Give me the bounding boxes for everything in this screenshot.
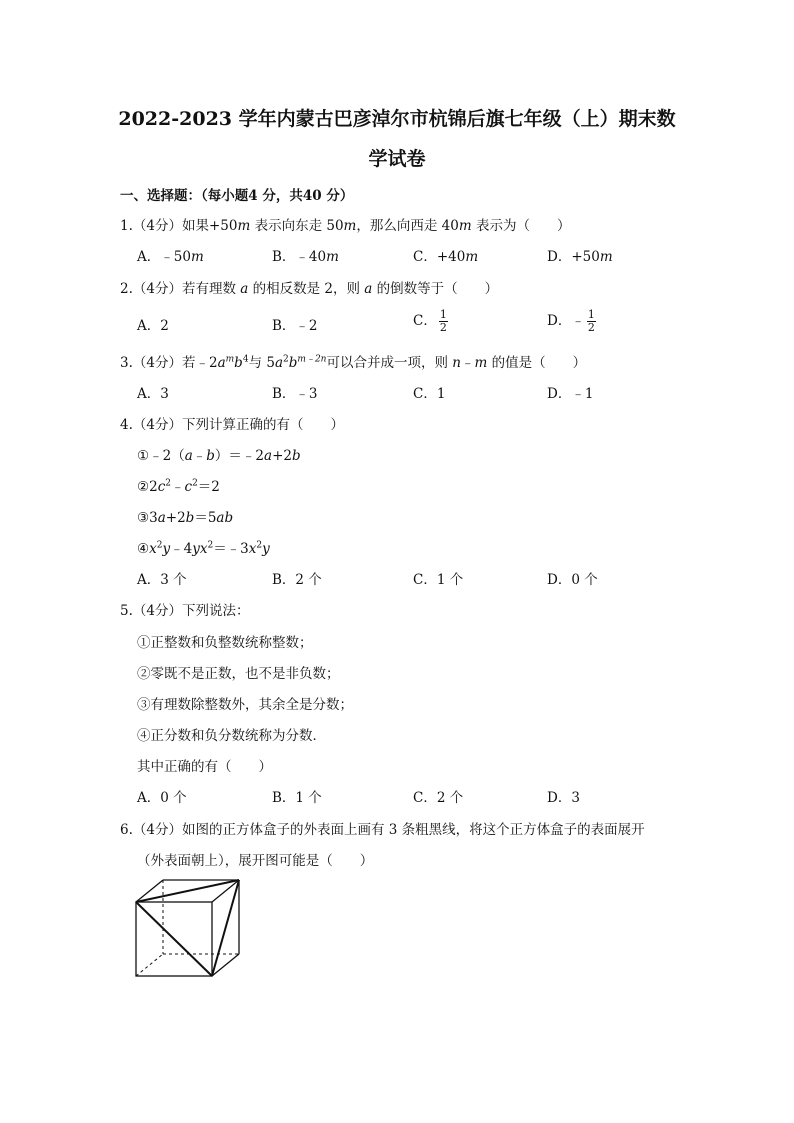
q2-option-d[interactable]: D．﹣ $\frac{1}{2}$ — [547, 308, 595, 334]
q3-option-c[interactable]: C．1 — [413, 386, 446, 402]
thick-line-right-face — [212, 880, 239, 976]
q5-option-c[interactable]: C．2 个 — [413, 790, 464, 806]
q3-option-a[interactable]: A．3 — [137, 386, 169, 402]
q1-option-b[interactable]: B．﹣40m — [272, 249, 339, 265]
q5-statement-2: ②零既不是正数，也不是非负数； — [137, 666, 340, 682]
question-3-stem: 3.（4分）若$﹣2a^mb^4$与 $5a^2b^{m﹣2n}$可以合并成一项，则 n﹣m 的值是（ ） — [120, 354, 587, 371]
q4-item-1: ①﹣2（a﹣b）＝﹣2a+2b — [137, 448, 301, 464]
q4-option-c[interactable]: C．1 个 — [413, 572, 464, 588]
q1-option-a[interactable]: A．﹣50m — [137, 249, 204, 265]
q4-option-d[interactable]: D．0 个 — [547, 572, 598, 588]
q5-option-d[interactable]: D．3 — [547, 790, 580, 806]
question-6-stem-line-1: 6.（4分）如图的正方体盒子的外表面上画有 3 条粗黑线，将这个正方体盒子的表面展开 — [120, 822, 645, 838]
q5-statement-4: ④正分数和负分数统称为分数． — [137, 728, 326, 744]
q4-item-4: $④x^2y﹣4yx^2=﹣3x^2y$ — [137, 540, 270, 557]
q1-option-d[interactable]: D．+50m — [547, 249, 613, 265]
q3-option-b[interactable]: B．﹣3 — [272, 386, 318, 402]
q2-option-a[interactable]: A．2 — [137, 318, 169, 334]
page-title-continued: 学试卷 — [368, 148, 426, 170]
q5-statement-1: ①正整数和负整数统称整数； — [137, 635, 313, 651]
q3-option-d[interactable]: D．﹣1 — [547, 386, 594, 402]
question-5-stem: 5.（4分）下列说法： — [120, 603, 250, 619]
fraction-one-half: $\frac{1}{2}$ — [587, 308, 595, 334]
q4-option-a[interactable]: A．3 个 — [137, 572, 187, 588]
cube-hidden-edge — [136, 954, 163, 976]
q2-option-b[interactable]: B．﹣2 — [272, 318, 318, 334]
page-title: 2022-2023 学年内蒙古巴彦淖尔市杭锦后旗七年级（上）期末数 — [118, 108, 676, 130]
question-2-stem: 2.（4分）若有理数 a 的相反数是 2，则 a 的倒数等于（ ） — [120, 281, 499, 297]
q5-option-a[interactable]: A．0 个 — [137, 790, 187, 806]
cube-figure — [133, 877, 245, 979]
q4-item-3: ③3a+2b＝5ab — [137, 510, 234, 526]
q5-question: 其中正确的有（ ） — [137, 759, 272, 775]
q5-statement-3: ③有理数除整数外，其余全是分数； — [137, 697, 353, 713]
q1-option-c[interactable]: C．+40m — [413, 249, 479, 265]
question-1-stem: 1.（4分）如果+50m 表示向东走 50m，那么向西走 40m 表示为（ ） — [120, 218, 571, 234]
question-6-stem-line-2: （外表面朝上），展开图可能是（ ） — [137, 853, 374, 869]
q4-item-2: $②2c^2﹣c^2=2$ — [137, 478, 220, 495]
thick-line-front-face — [136, 902, 212, 976]
q5-option-b[interactable]: B．1 个 — [272, 790, 322, 806]
fraction-one-half: $\frac{1}{2}$ — [439, 308, 447, 334]
thick-line-top-face — [136, 880, 239, 902]
question-4-stem: 4.（4分）下列计算正确的有（ ） — [120, 417, 344, 433]
section-heading: 一、选择题：（每小题4 分，共40 分） — [120, 188, 354, 204]
q2-option-c[interactable]: C． $\frac{1}{2}$ — [413, 308, 447, 334]
q4-option-b[interactable]: B．2 个 — [272, 572, 322, 588]
